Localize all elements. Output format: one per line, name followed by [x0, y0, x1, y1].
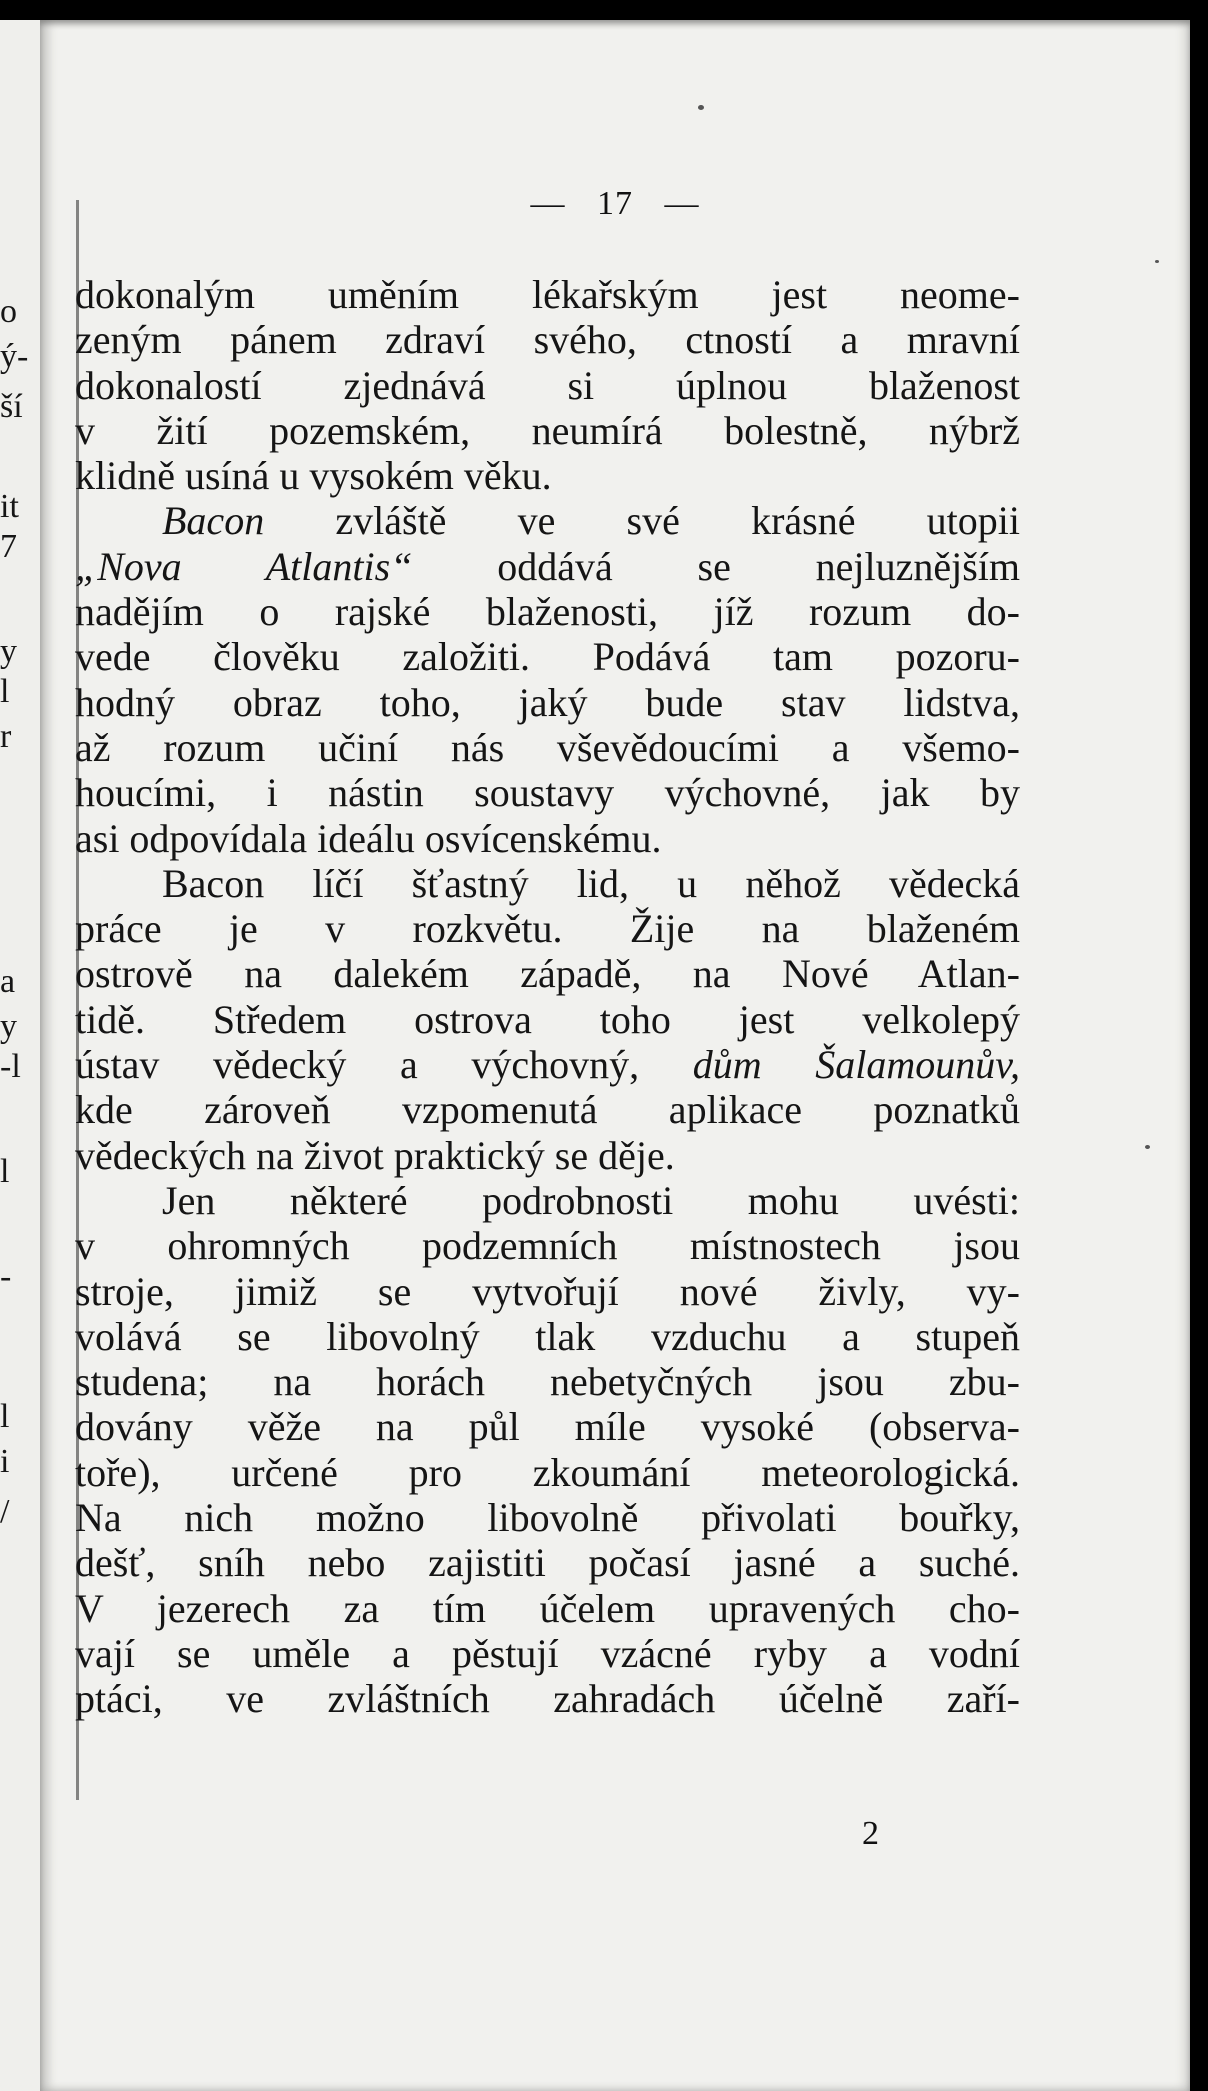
text-line: tidě. Středem ostrova toho jest velkolepý: [75, 996, 1020, 1042]
body-text: [75, 272, 1020, 1722]
text-line: ostrově na dalekém západě, na Nové Atlan-: [75, 951, 1020, 997]
paper-speck: [1155, 260, 1159, 263]
paper-speck: [698, 105, 704, 110]
italic-phrase: „Nova Atlantis“: [75, 543, 413, 589]
text-line: Jen některé podrobnosti mohu uvésti:: [162, 1177, 1020, 1223]
text-line: asi odpovídala ideálu osvícenskému.: [75, 815, 662, 861]
text-line: vědeckých na život praktický se děje.: [75, 1132, 675, 1178]
margin-fragment: a: [0, 963, 16, 1000]
text-line: práce je v rozkvětu. Žije na blaženém: [75, 906, 1020, 952]
text-line: stroje, jimiž se vytvořují nové živly, vy-: [75, 1268, 1020, 1314]
margin-fragment: l: [0, 673, 10, 710]
text-line: zeným pánem zdraví svého, ctností a mravní: [75, 317, 1020, 363]
text-line: dokonalým uměním lékařským jest neome-: [75, 272, 1020, 317]
italic-phrase: Bacon: [162, 498, 265, 544]
text-line: klidně usíná u vysokém věku.: [75, 453, 552, 499]
text-line: volává se libovolný tlak vzduchu a stupeň: [75, 1313, 1020, 1359]
margin-fragment: it: [0, 488, 19, 525]
margin-fragment: i: [0, 1443, 10, 1480]
text-line: v ohromných podzemních místnostech jsou: [75, 1223, 1020, 1269]
text-line: [75, 1042, 1020, 1087]
italic-phrase: dům Šalamounův,: [692, 1042, 1020, 1088]
text-run: oddává se nejluznějším: [412, 543, 1020, 589]
text-line: studena; na horách nebetyčných jsou zbu-: [75, 1359, 1020, 1405]
margin-fragment: ší: [0, 388, 23, 425]
text-line: [75, 544, 1020, 589]
text-line: vají se uměle a pěstují vzácné ryby a vodní: [75, 1630, 1020, 1676]
margin-fragment: l: [0, 1398, 10, 1435]
margin-fragment: r: [0, 718, 12, 755]
margin-fragment: o: [0, 293, 17, 330]
text-line: až rozum učiní nás vševědoucími a všemo-: [75, 724, 1020, 770]
text-line: ptáci, ve zvláštních zahradách účelně zaří-: [75, 1676, 1020, 1722]
text-line: dešť, sníh nebo zajistiti počasí jasné a suché.: [75, 1540, 1020, 1586]
text-line: [75, 498, 1020, 543]
header-dash-right: —: [664, 185, 700, 222]
text-line: dokonalostí zjednává si úplnou blaženost: [75, 362, 1020, 408]
text-line: kde zároveň vzpomenutá aplikace poznatků: [75, 1087, 1020, 1133]
margin-fragment: l: [0, 1153, 10, 1190]
text-line: Na nich možno libovolně přivolati bouřky,: [75, 1495, 1020, 1541]
margin-fragment: 7: [0, 528, 17, 565]
margin-fragment: /: [0, 1493, 10, 1530]
text-run: zvláště ve své krásné utopii: [264, 498, 1020, 544]
text-line: vede člověku založiti. Podává tam pozoru-: [75, 634, 1020, 680]
margin-fragment: -: [0, 1258, 12, 1295]
text-line: toře), určené pro zkoumání meteorologická.: [75, 1449, 1020, 1495]
header-dash-left: —: [530, 185, 566, 222]
margin-fragment: -l: [0, 1048, 21, 1085]
text-line: dovány věže na půl míle vysoké (observa-: [75, 1404, 1020, 1450]
text-line: hodný obraz toho, jaký bude stav lidstva,: [75, 679, 1020, 725]
page-number: 17: [597, 185, 633, 222]
paper-speck: [1145, 1145, 1150, 1149]
book-page: [40, 20, 1190, 2091]
text-run: ústav vědecký a výchovný,: [75, 1042, 693, 1088]
text-line: V jezerech za tím účelem upravených cho-: [75, 1585, 1020, 1631]
text-line: Bacon líčí šťastný lid, u něhož vědecká: [162, 860, 1020, 906]
text-line: houcími, i nástin soustavy výchovné, jak by: [75, 770, 1020, 816]
signature-mark: 2: [862, 1815, 879, 1852]
text-line: v žití pozemském, neumírá bolestně, nýbrž: [75, 407, 1020, 453]
text-line: nadějím o rajské blaženosti, jíž rozum do-: [75, 589, 1020, 635]
page-header: [40, 185, 1190, 223]
margin-fragment: y: [0, 633, 17, 670]
adjacent-page-edge: [0, 20, 40, 2091]
margin-fragment: ý-: [0, 338, 29, 375]
margin-fragment: y: [0, 1008, 17, 1045]
